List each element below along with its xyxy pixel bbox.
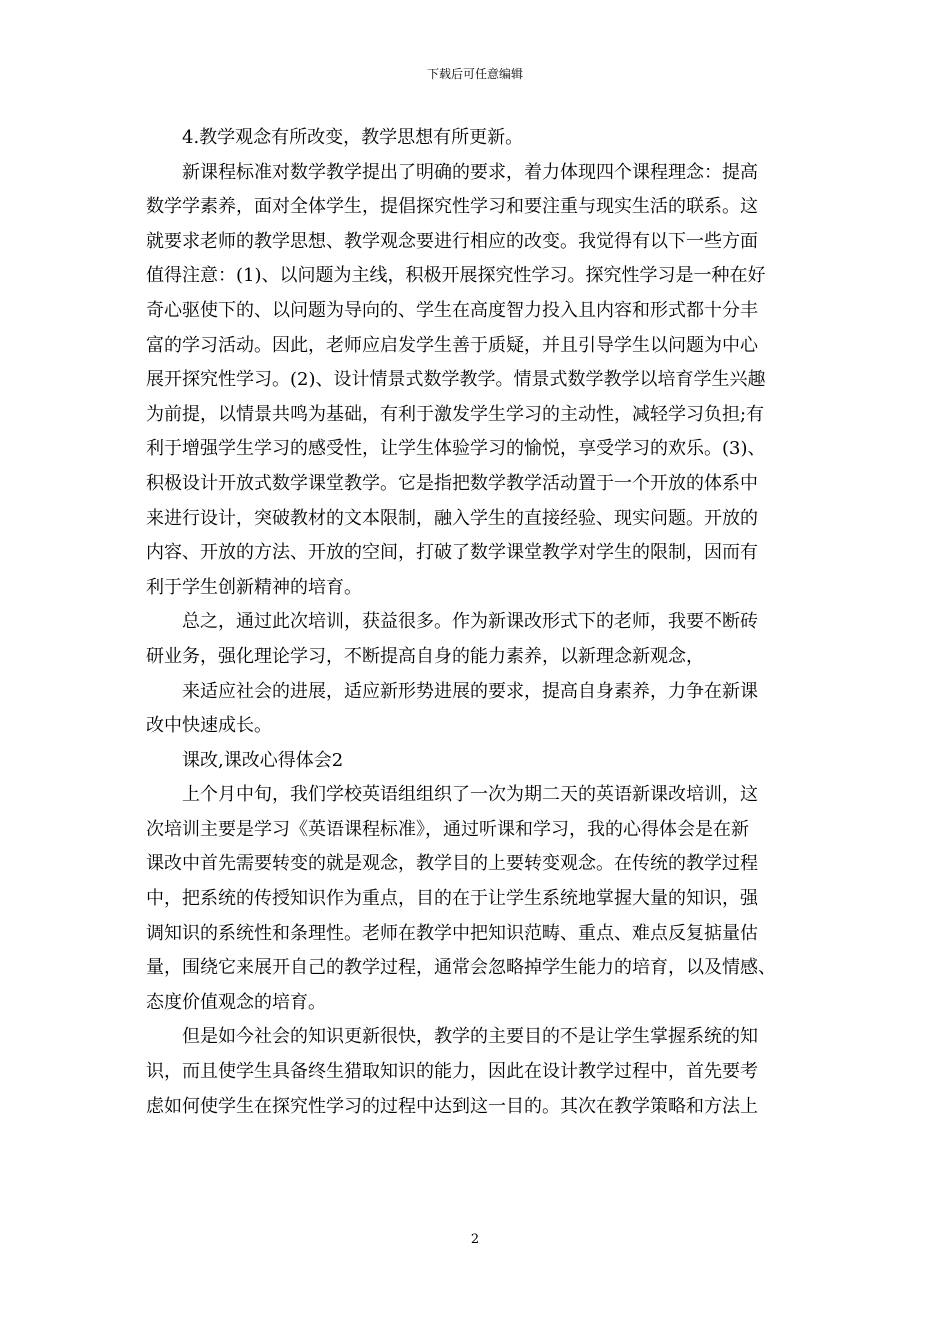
document-body bbox=[146, 121, 806, 1124]
paragraph-line: 利于增强学生学习的感受性，让学生体验学习的愉悦，享受学习的欢乐。(3)、 bbox=[146, 438, 766, 460]
paragraph bbox=[146, 1020, 806, 1124]
section-heading: 课改,课改心得体会2 bbox=[182, 749, 344, 771]
paragraph-line: 就要求老师的教学思想、教学观念要进行相应的改变。我觉得有以下一些方面 bbox=[146, 230, 758, 252]
paragraph bbox=[146, 156, 806, 606]
paragraph-line: 展开探究性学习。(2)、设计情景式数学教学。情景式数学教学以培育学生兴趣 bbox=[146, 369, 766, 391]
paragraph-line: 识，而且使学生具备终生猎取知识的能力，因此在设计教学过程中，首先要考 bbox=[146, 1061, 758, 1083]
paragraph-line: 但是如今社会的知识更新很快，教学的主要目的不是让学生掌握系统的知 bbox=[182, 1026, 758, 1048]
paragraph-line: 为前提，以情景共鸣为基础，有利于激发学生学习的主动性，减轻学习负担;有 bbox=[146, 403, 765, 425]
paragraph-line: 量，围绕它来展开自己的教学过程，通常会忽略掉学生能力的培育，以及情感、 bbox=[146, 957, 776, 979]
paragraph-line: 积极设计开放式数学课堂教学。它是指把数学教学活动置于一个开放的体系中 bbox=[146, 472, 758, 494]
paragraph-line: 虑如何使学生在探究性学习的过程中达到这一目的。其次在教学策略和方法上 bbox=[146, 1095, 758, 1117]
paragraph-line: 新课程标准对数学教学提出了明确的要求，着力体现四个课程理念：提高 bbox=[182, 161, 758, 183]
paragraph-line: 改中快速成长。 bbox=[146, 715, 272, 737]
paragraph-line: 值得注意：(1)、以问题为主线，积极开展探究性学习。探究性学习是一种在好 bbox=[146, 265, 766, 287]
paragraph-line: 来进行设计，突破教材的文本限制，融入学生的直接经验、现实问题。开放的 bbox=[146, 507, 758, 529]
paragraph-line: 次培训主要是学习《英语课程标准》，通过听课和学习，我的心得体会是在新 bbox=[146, 818, 749, 840]
paragraph-line: 奇心驱使下的、以问题为导向的、学生在高度智力投入且内容和形式都十分丰 bbox=[146, 299, 758, 321]
paragraph-line: 中，把系统的传授知识作为重点，目的在于让学生系统地掌握大量的知识，强 bbox=[146, 888, 758, 910]
paragraph-line: 利于学生创新精神的培育。 bbox=[146, 576, 362, 598]
paragraph-line: 总之，通过此次培训，获益很多。作为新课改形式下的老师，我要不断砖 bbox=[182, 611, 758, 633]
paragraph-line: 数学学素养，面对全体学生，提倡探究性学习和要注重与现实生活的联系。这 bbox=[146, 196, 758, 218]
page-number: 2 bbox=[470, 1232, 480, 1247]
paragraph bbox=[146, 605, 806, 674]
section-heading: 4.教学观念有所改变，教学思想有所更新。 bbox=[182, 127, 524, 148]
paragraph-line: 来适应社会的进展，适应新形势进展的要求，提高自身素养，力争在新课 bbox=[182, 680, 758, 702]
paragraph-line: 课改中首先需要转变的就是观念，教学目的上要转变观念。在传统的教学过程 bbox=[146, 853, 758, 875]
paragraph-line: 内容、开放的方法、开放的空间，打破了数学课堂教学对学生的限制，因而有 bbox=[146, 542, 758, 564]
page-header: 下载后可任意编辑 bbox=[426, 67, 523, 81]
paragraph-line: 调知识的系统性和条理性。老师在教学中把知识范畴、重点、难点反复掂量估 bbox=[146, 922, 758, 944]
paragraph-line: 富的学习活动。因此，老师应启发学生善于质疑，并且引导学生以问题为中心 bbox=[146, 334, 758, 356]
paragraph-line: 上个月中旬，我们学校英语组组织了一次为期二天的英语新课改培训，这 bbox=[182, 784, 758, 806]
paragraph bbox=[146, 778, 806, 1020]
paragraph-line: 研业务，强化理论学习，不断提高自身的能力素养，以新理念新观念， bbox=[146, 645, 704, 667]
paragraph bbox=[146, 675, 806, 744]
paragraph-line: 态度价值观念的培育。 bbox=[146, 991, 326, 1013]
